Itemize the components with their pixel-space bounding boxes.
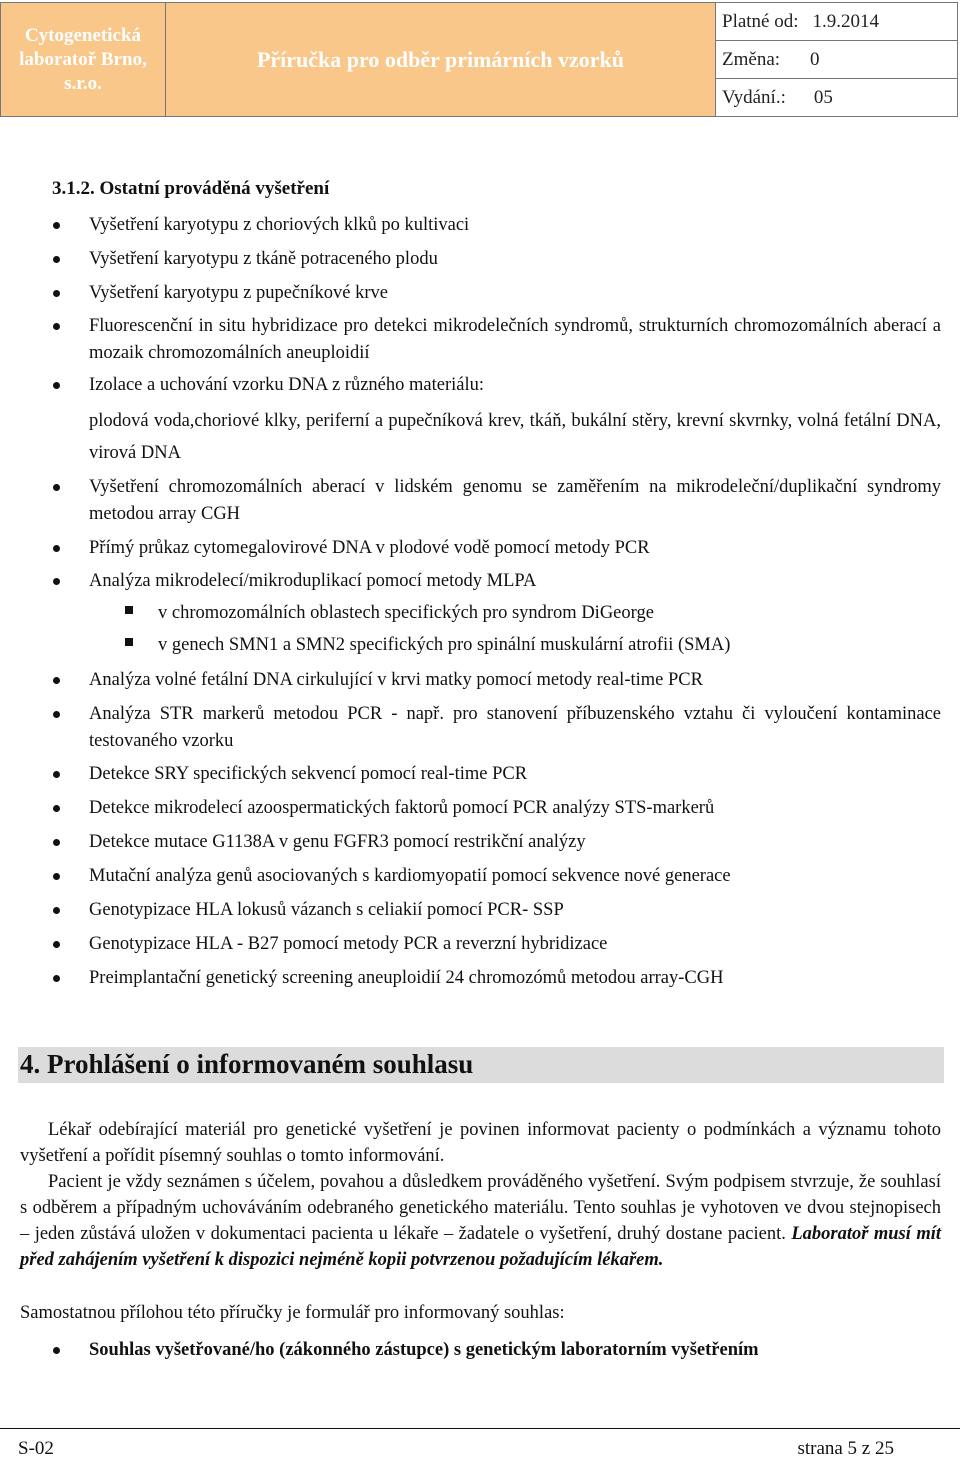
- consent-paragraph-3: Samostatnou přílohou této příručky je formulář pro informovaný souhlas:: [20, 1303, 565, 1323]
- document-title: Příručka pro odběr primárních vzorků: [166, 3, 716, 116]
- bullet-icon: [53, 711, 60, 718]
- bullet-icon: [53, 941, 60, 948]
- org-line-2: laboratoř Brno, s.r.o.: [19, 48, 147, 94]
- organization-name: [1, 3, 166, 116]
- bullet-icon: [53, 907, 60, 914]
- bullet-icon: [53, 222, 60, 229]
- bullet-icon: [53, 484, 60, 491]
- edition-value: 05: [813, 86, 833, 108]
- consent-paragraph-2: [20, 1169, 941, 1273]
- bullet-icon: [53, 873, 60, 880]
- bullet-icon: [53, 382, 60, 389]
- list-item-text: Izolace a uchování vzorku DNA z různého materiálu:: [89, 375, 485, 395]
- bullet-icon: [53, 839, 60, 846]
- list-item-text: Vyšetření karyotypu z tkáně potraceného plodu: [89, 249, 438, 269]
- consent-paragraph-2-text: Pacient je vždy seznámen s účelem, povahou a důsledkem prováděného vyšetření. Svým podpisem stvrzuje, že souhlasí s odběrem a případným uchováváním odebraného genetického materiálu. Tento souhlas je vyhotoven ve dvou stejnopisech – jeden zůstává uložen v dokumentaci pacienta u lékaře – žadatele o vyšetření, druhý dostane pacient.: [20, 1172, 941, 1244]
- consent-paragraph-2-emphasis: Laboratoř musí mít před zahájením vyšetření k dispozici nejméně kopii potvrzenou požadujícím lékařem.: [20, 1224, 941, 1270]
- bullet-icon: [53, 545, 60, 552]
- edition-row: [716, 78, 957, 116]
- list-item-text: Preimplantační genetický screening aneuploidií 24 chromozómů metodou array-CGH: [89, 968, 724, 988]
- footer-divider: [0, 1428, 960, 1429]
- valid-from-value: 1.9.2014: [812, 10, 880, 32]
- list-item-text: plodová voda,choriové klky, periferní a pupečníková krev, tkáň, bukální stěry, krevní skvrnky, volná fetální DNA, virová DNA: [89, 411, 941, 463]
- list-item-text: Analýza mikrodelecí/mikroduplikací pomocí metody MLPA: [89, 571, 537, 591]
- list-item-text: Detekce mutace G1138A v genu FGFR3 pomocí restrikční analýzy: [89, 832, 586, 852]
- bullet-icon: [53, 805, 60, 812]
- document-meta: [716, 3, 957, 116]
- change-label: Změna:: [722, 48, 781, 70]
- bullet-icon: [53, 290, 60, 297]
- page-number: strana 5 z 25: [797, 1438, 894, 1459]
- square-bullet-icon: [125, 638, 133, 646]
- bullet-icon: [53, 256, 60, 263]
- consent-paragraph-1: Lékař odebírající materiál pro genetické vyšetření je povinen informovat pacienty o podmínkách a významu tohoto vyšetření a pořídit písemný souhlas o tomto informování.: [20, 1120, 941, 1166]
- sub-list-item-text: v chromozomálních oblastech specifických pro syndrom DiGeorge: [158, 603, 654, 623]
- bullet-icon: [53, 1347, 60, 1354]
- valid-from-row: [716, 3, 957, 40]
- org-line-1: Cytogenetická: [24, 24, 142, 46]
- list-item-text: Detekce mikrodelecí azoospermatických faktorů pomocí PCR analýzy STS-markerů: [89, 798, 715, 818]
- list-item-text: Analýza STR markerů metodou PCR - např. pro stanovení příbuzenského vztahu či vyloučení kontaminace testovaného vzorku: [89, 704, 941, 751]
- bullet-icon: [53, 975, 60, 982]
- document-header: [0, 2, 958, 117]
- section-heading-3-1-2: 3.1.2. Ostatní prováděná vyšetření: [52, 178, 330, 199]
- document-code: S-02: [18, 1438, 54, 1459]
- list-item-text: Přímý průkaz cytomegalovirové DNA v plodové vodě pomocí metody PCR: [89, 538, 650, 558]
- list-item-text: Mutační analýza genů asociovaných s kardiomyopatií pomocí sekvence nové generace: [89, 866, 731, 886]
- change-row: [716, 40, 957, 78]
- list-item-text: Genotypizace HLA - B27 pomocí metody PCR a reverzní hybridizace: [89, 934, 608, 954]
- list-item-text: Detekce SRY specifických sekvencí pomocí real-time PCR: [89, 764, 528, 784]
- list-item-text: Vyšetření karyotypu z pupečníkové krve: [89, 283, 388, 303]
- consent-form-name: Souhlas vyšetřované/ho (zákonného zástupce) s genetickým laboratorním vyšetřením: [89, 1340, 759, 1360]
- list-item-text: Genotypizace HLA lokusů vázanch s celiakií pomocí PCR- SSP: [89, 900, 564, 920]
- bullet-icon: [53, 677, 60, 684]
- edition-label: Vydání.:: [722, 86, 786, 108]
- square-bullet-icon: [125, 606, 133, 614]
- change-value: 0: [810, 48, 820, 70]
- bullet-icon: [53, 323, 60, 330]
- valid-from-label: Platné od:: [722, 10, 799, 32]
- bullet-icon: [53, 578, 60, 585]
- section-4-heading: 4. Prohlášení o informovaném souhlasu: [20, 1049, 474, 1079]
- sub-list-item-text: v genech SMN1 a SMN2 specifických pro spinální muskulární atrofii (SMA): [158, 635, 731, 655]
- list-item-text: Vyšetření chromozomálních aberací v lidském genomu se zaměřením na mikrodeleční/duplikační syndromy metodou array CGH: [89, 477, 941, 524]
- list-item-text: Fluorescenční in situ hybridizace pro detekci mikrodelečních syndromů, strukturních chromozomálních aberací a mozaik chromozomálních aneuploidií: [89, 316, 941, 363]
- list-item-text: Vyšetření karyotypu z choriových klků po kultivaci: [89, 215, 470, 235]
- bullet-icon: [53, 771, 60, 778]
- list-item-text: Analýza volné fetální DNA cirkulující v krvi matky pomocí metody real-time PCR: [89, 670, 703, 690]
